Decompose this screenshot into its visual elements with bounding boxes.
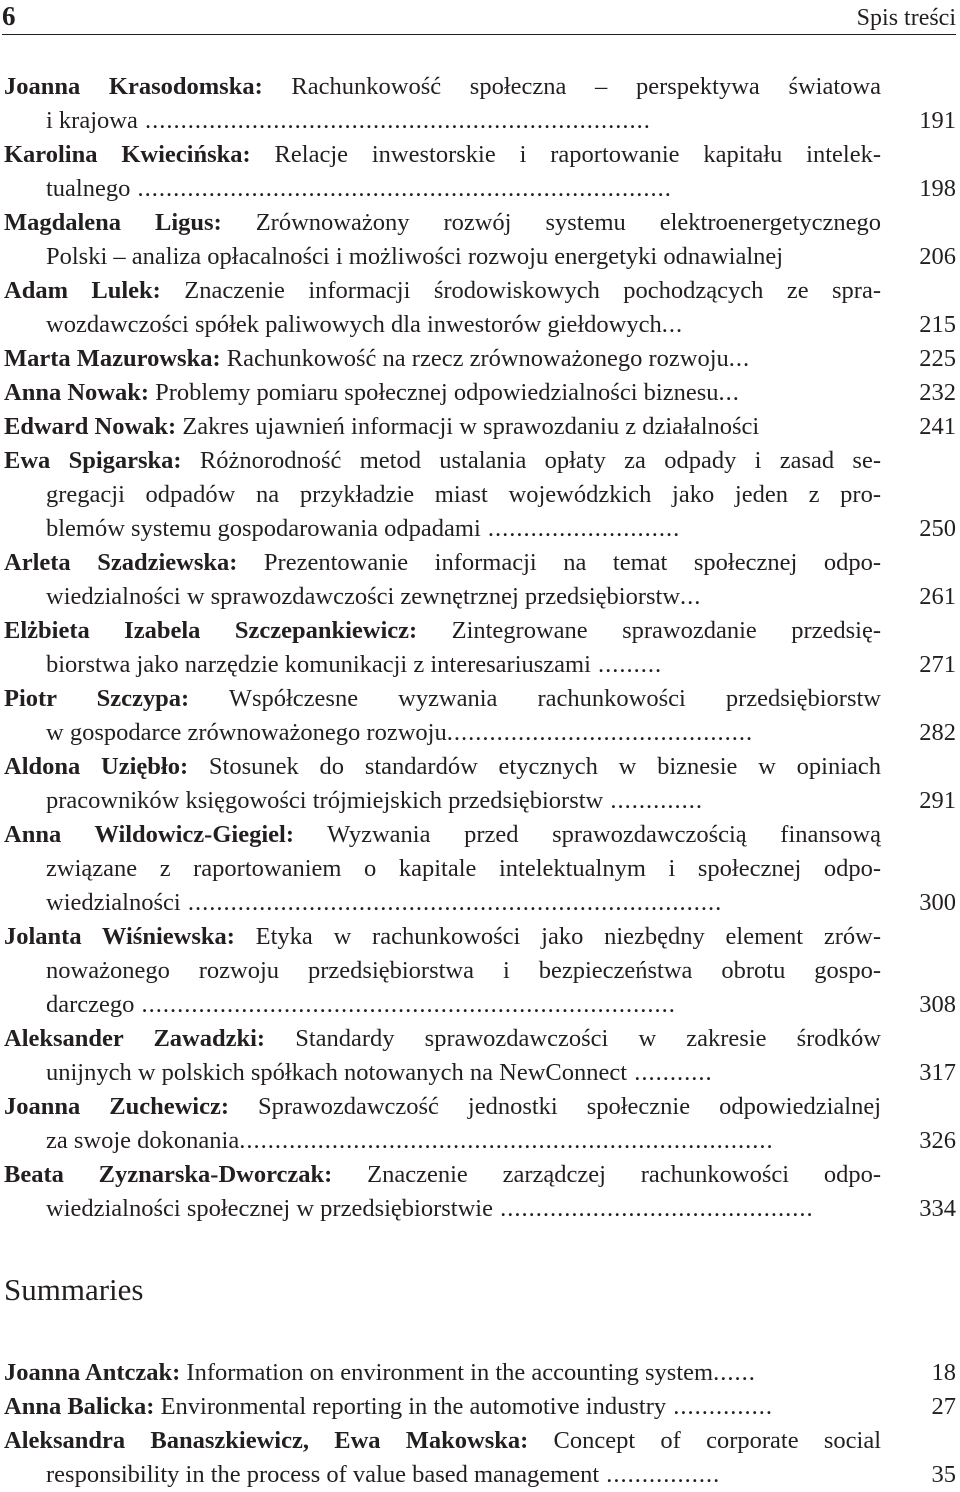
toc-entry-text bbox=[46, 1056, 881, 1090]
toc-entry-title: w gospodarce zrównoważonego rozwoju bbox=[46, 719, 447, 746]
toc-entry-line bbox=[4, 580, 956, 614]
toc-entry-line bbox=[4, 1390, 956, 1424]
toc-entry-line bbox=[4, 988, 956, 1022]
toc-entry-leader-dots: ........................................................................... bbox=[239, 1127, 774, 1154]
toc-entry-title: Concept of corporate social bbox=[528, 1427, 881, 1454]
table-of-contents bbox=[4, 70, 956, 1226]
toc-entry-line bbox=[4, 70, 956, 104]
toc-entry-line bbox=[4, 1056, 956, 1090]
toc-entry-leader-dots: ......... bbox=[590, 651, 663, 678]
toc-entry-title: Problemy pomiaru społecznej odpowiedzialności biznesu bbox=[149, 379, 719, 406]
toc-entry-leader-dots: ... bbox=[680, 583, 702, 610]
toc-entry-line bbox=[4, 1022, 956, 1056]
toc-entry-title: Różnorodność metod ustalania opłaty za odpady i zasad se- bbox=[181, 447, 881, 474]
toc-entry-leader-dots: ........................................................................... bbox=[180, 889, 723, 916]
toc-entry-text bbox=[46, 988, 881, 1022]
toc-entry-line bbox=[4, 376, 956, 410]
toc-entry-title: unijnych w polskich spółkach notowanych na NewConnect bbox=[46, 1059, 628, 1086]
toc-entry-page-number: 250 bbox=[919, 515, 956, 542]
toc-entry-author: Anna Nowak: bbox=[4, 379, 149, 406]
toc-entry-text bbox=[46, 1458, 881, 1492]
toc-entry-title: Współczesne wyzwania rachunkowości przedsiębiorstw bbox=[189, 685, 881, 712]
toc-entry bbox=[4, 546, 956, 614]
toc-entry-author: Piotr Szczypa: bbox=[4, 685, 190, 712]
toc-entry-page-number: 191 bbox=[919, 107, 956, 134]
toc-entry-page-number: 300 bbox=[919, 889, 956, 916]
page-number: 6 bbox=[2, 1, 16, 31]
toc-entry-text bbox=[4, 1390, 881, 1424]
toc-entry-title: Zintegrowane sprawozdanie przedsię- bbox=[417, 617, 881, 644]
toc-entry-title: Polski – analiza opłacalności i możliwości rozwoju energetyki odnawialnej bbox=[46, 243, 784, 270]
toc-entry-title: wozdawczości spółek paliwowych dla inwestorów giełdowych bbox=[46, 311, 662, 338]
toc-entry-line bbox=[4, 614, 956, 648]
toc-entry-leader-dots: ........................................................................... bbox=[130, 175, 672, 202]
toc-entry-text bbox=[4, 206, 881, 240]
toc-entry-leader-dots: ........... bbox=[627, 1059, 713, 1086]
toc-entry bbox=[4, 70, 956, 138]
toc-entry-line bbox=[4, 682, 956, 716]
toc-entry-line bbox=[4, 852, 956, 886]
toc-entry-line bbox=[4, 274, 956, 308]
toc-entry-title: wiedzialności bbox=[46, 889, 181, 916]
toc-entry-leader-dots: .............. bbox=[666, 1393, 773, 1420]
toc-entry-text bbox=[46, 308, 881, 342]
toc-entry-line bbox=[4, 1124, 956, 1158]
toc-entry-title: pracowników księgowości trójmiejskich przedsiębiorstw bbox=[46, 787, 604, 814]
toc-entry bbox=[4, 920, 956, 1022]
toc-entry-title: związane z raportowaniem o kapitale intelektualnym i społecznej odpo- bbox=[46, 855, 881, 882]
toc-entry-title: Information on environment in the accounting system bbox=[180, 1359, 714, 1386]
toc-entry-page-number: 271 bbox=[919, 651, 956, 678]
toc-entry-title: Stosunek do standardów etycznych w biznesie w opiniach bbox=[188, 753, 881, 780]
toc-entry bbox=[4, 1090, 956, 1158]
toc-entry-author: Magdalena Ligus: bbox=[4, 209, 222, 236]
toc-entry-page-number: 291 bbox=[919, 787, 956, 814]
toc-entry-page-number: 241 bbox=[919, 413, 956, 440]
toc-entry bbox=[4, 410, 956, 444]
toc-entry-page-number: 35 bbox=[931, 1461, 956, 1488]
toc-entry-author: Joanna Antczak: bbox=[4, 1359, 181, 1386]
toc-entry-text bbox=[46, 954, 881, 988]
toc-entry-title: Sprawozdawczość jednostki społecznie odpowiedzialnej bbox=[228, 1093, 881, 1120]
toc-entry-page-number: 215 bbox=[919, 311, 956, 338]
summaries-list bbox=[4, 1356, 956, 1492]
toc-entry-title: Wyzwania przed sprawozdawczością finansową bbox=[293, 821, 881, 848]
toc-entry-text bbox=[4, 376, 881, 410]
toc-entry-author: Ewa Spigarska: bbox=[4, 447, 182, 474]
toc-entry-title: Standardy sprawozdawczości w zakresie środków bbox=[265, 1025, 881, 1052]
toc-entry-title: biorstwa jako narzędzie komunikacji z interesariuszami bbox=[46, 651, 591, 678]
toc-entry-author: Joanna Krasodomska: bbox=[4, 73, 263, 100]
toc-entry-page-number: 334 bbox=[919, 1195, 956, 1222]
toc-entry-text bbox=[46, 648, 881, 682]
toc-entry-title: Prezentowanie informacji na temat społecznej odpo- bbox=[237, 549, 881, 576]
toc-entry-line bbox=[4, 206, 956, 240]
toc-entry-title: darczego bbox=[46, 991, 135, 1018]
toc-entry-leader-dots: ........................... bbox=[480, 515, 681, 542]
toc-entry-text bbox=[4, 1090, 881, 1124]
toc-entry-page-number: 18 bbox=[931, 1359, 956, 1386]
toc-entry bbox=[4, 1424, 956, 1492]
toc-entry-leader-dots: ................ bbox=[599, 1461, 721, 1488]
toc-entry-text bbox=[4, 342, 881, 376]
toc-entry-leader-dots: ... bbox=[661, 311, 684, 338]
toc-entry-line bbox=[4, 1424, 956, 1458]
toc-entry-line bbox=[4, 750, 956, 784]
toc-entry-text bbox=[46, 1124, 881, 1158]
toc-entry-text bbox=[4, 920, 881, 954]
toc-entry-text bbox=[4, 274, 881, 308]
toc-entry-leader-dots: ....................................................................... bbox=[137, 107, 651, 134]
toc-entry-title: noważonego rozwoju przedsiębiorstwa i bezpieczeństwa obrotu gospo- bbox=[46, 957, 881, 984]
toc-entry bbox=[4, 1356, 956, 1390]
toc-entry-text bbox=[4, 1424, 881, 1458]
toc-entry-title: wiedzialności społecznej w przedsiębiorstwie bbox=[46, 1195, 493, 1222]
toc-entry bbox=[4, 206, 956, 274]
toc-entry-text bbox=[46, 580, 881, 614]
toc-entry-line bbox=[4, 172, 956, 206]
toc-entry-title: Rachunkowość na rzecz zrównoważonego rozwoju bbox=[220, 345, 729, 372]
toc-entry bbox=[4, 1022, 956, 1090]
toc-entry-title: blemów systemu gospodarowania odpadami bbox=[46, 515, 481, 542]
toc-entry-text bbox=[46, 478, 881, 512]
toc-entry bbox=[4, 1158, 956, 1226]
toc-entry-line bbox=[4, 1458, 956, 1492]
toc-entry-text bbox=[4, 444, 881, 478]
toc-entry-title: Zrównoważony rozwój systemu elektroenergetycznego bbox=[221, 209, 881, 236]
toc-entry bbox=[4, 444, 956, 546]
toc-entry-line bbox=[4, 716, 956, 750]
toc-entry-title: i krajowa bbox=[46, 107, 138, 134]
toc-entry-line bbox=[4, 240, 956, 274]
toc-entry bbox=[4, 274, 956, 342]
toc-entry-page-number: 198 bbox=[919, 175, 956, 202]
toc-entry-leader-dots: ........................................................................... bbox=[134, 991, 676, 1018]
toc-entry bbox=[4, 138, 956, 206]
toc-entry-author: Arleta Szadziewska: bbox=[4, 549, 238, 576]
toc-entry bbox=[4, 614, 956, 682]
toc-entry-leader-dots: ...... bbox=[713, 1359, 756, 1386]
toc-entry-title: responsibility in the process of value based management bbox=[46, 1461, 600, 1488]
toc-entry-text bbox=[4, 682, 881, 716]
toc-entry-line bbox=[4, 920, 956, 954]
toc-entry-line bbox=[4, 478, 956, 512]
toc-entry-author: Joanna Zuchewicz: bbox=[4, 1093, 229, 1120]
toc-entry-leader-dots: ........................................... bbox=[446, 719, 754, 746]
summaries-heading: Summaries bbox=[4, 1272, 144, 1307]
toc-entry-author: Aleksandra Banaszkiewicz, Ewa Makowska: bbox=[4, 1427, 529, 1454]
toc-entry-line bbox=[4, 648, 956, 682]
toc-entry-author: Edward Nowak: bbox=[4, 413, 177, 440]
toc-entry-author: Adam Lulek: bbox=[4, 277, 161, 304]
toc-entry-title: tualnego bbox=[46, 175, 131, 202]
toc-entry-text bbox=[4, 546, 881, 580]
toc-entry-line bbox=[4, 1356, 956, 1390]
toc-entry-page-number: 27 bbox=[931, 1393, 956, 1420]
toc-entry bbox=[4, 818, 956, 920]
toc-entry-page-number: 206 bbox=[919, 243, 956, 270]
toc-entry-author: Jolanta Wiśniewska: bbox=[4, 923, 235, 950]
toc-entry-page-number: 308 bbox=[919, 991, 956, 1018]
toc-entry-title: Znaczenie informacji środowiskowych pochodzących ze spra- bbox=[160, 277, 881, 304]
toc-entry-title: Znaczenie zarządczej rachunkowości odpo- bbox=[332, 1161, 881, 1188]
toc-entry-text bbox=[46, 104, 881, 138]
toc-entry-title: Rachunkowość społeczna – perspektywa światowa bbox=[262, 73, 881, 100]
toc-entry-line bbox=[4, 138, 956, 172]
toc-entry-line bbox=[4, 1158, 956, 1192]
toc-entry bbox=[4, 376, 956, 410]
toc-entry-leader-dots: ... bbox=[728, 345, 751, 372]
toc-entry-text bbox=[46, 240, 881, 274]
toc-entry-line bbox=[4, 818, 956, 852]
toc-entry-text bbox=[4, 1022, 881, 1056]
toc-entry-author: Marta Mazurowska: bbox=[4, 345, 221, 372]
running-title: Spis treści bbox=[856, 5, 956, 31]
toc-entry-author: Karolina Kwiecińska: bbox=[4, 141, 251, 168]
toc-entry-page-number: 225 bbox=[919, 345, 956, 372]
toc-entry-line bbox=[4, 784, 956, 818]
toc-entry-text bbox=[4, 818, 881, 852]
toc-entry-author: Anna Balicka: bbox=[4, 1393, 155, 1420]
toc-entry-text bbox=[46, 716, 881, 750]
toc-entry-leader-dots: ............................................ bbox=[492, 1195, 814, 1222]
toc-entry-text bbox=[46, 784, 881, 818]
toc-entry-line bbox=[4, 104, 956, 138]
toc-entry-leader-dots: ............. bbox=[603, 787, 704, 814]
toc-entry-line bbox=[4, 954, 956, 988]
toc-entry-line bbox=[4, 1192, 956, 1226]
toc-entry-text bbox=[4, 614, 881, 648]
toc-entry-text bbox=[4, 1158, 881, 1192]
toc-entry-line bbox=[4, 308, 956, 342]
toc-entry-leader-dots: ... bbox=[718, 379, 740, 406]
toc-entry-title: wiedzialności w sprawozdawczości zewnętrznej przedsiębiorstw bbox=[46, 583, 681, 610]
toc-entry-author: Aleksander Zawadzki: bbox=[4, 1025, 266, 1052]
toc-entry-line bbox=[4, 410, 956, 444]
toc-entry-title: Relacje inwestorskie i raportowanie kapitału intelek- bbox=[250, 141, 881, 168]
toc-entry-text bbox=[46, 172, 881, 206]
toc-entry-text bbox=[4, 1356, 881, 1390]
running-header bbox=[2, 0, 956, 35]
toc-entry-title: Environmental reporting in the automotive industry bbox=[154, 1393, 667, 1420]
toc-entry-line bbox=[4, 342, 956, 376]
toc-entry-author: Elżbieta Izabela Szczepankiewicz: bbox=[4, 617, 418, 644]
toc-entry-page-number: 317 bbox=[919, 1059, 956, 1086]
toc-entry-line bbox=[4, 512, 956, 546]
toc-entry-title: Etyka w rachunkowości jako niezbędny element zrów- bbox=[234, 923, 881, 950]
toc-entry-author: Beata Zyznarska-Dworczak: bbox=[4, 1161, 333, 1188]
toc-entry-line bbox=[4, 444, 956, 478]
toc-entry-page-number: 232 bbox=[919, 379, 956, 406]
toc-entry-text bbox=[46, 512, 881, 546]
toc-entry bbox=[4, 1390, 956, 1424]
toc-entry bbox=[4, 750, 956, 818]
toc-entry-line bbox=[4, 546, 956, 580]
toc-entry-text bbox=[46, 852, 881, 886]
toc-entry-text bbox=[4, 138, 881, 172]
toc-entry-page-number: 261 bbox=[919, 583, 956, 610]
toc-entry-title: za swoje dokonania bbox=[46, 1127, 240, 1154]
toc-entry-text bbox=[4, 70, 881, 104]
toc-entry-line bbox=[4, 886, 956, 920]
toc-entry-author: Anna Wildowicz-Giegiel: bbox=[4, 821, 294, 848]
toc-entry-author: Aldona Uziębło: bbox=[4, 753, 189, 780]
toc-entry-text bbox=[46, 886, 881, 920]
toc-entry bbox=[4, 342, 956, 376]
toc-entry-page-number: 326 bbox=[919, 1127, 956, 1154]
toc-entry-line bbox=[4, 1090, 956, 1124]
toc-entry-title: Zakres ujawnień informacji w sprawozdaniu z działalności bbox=[176, 413, 760, 440]
toc-entry bbox=[4, 682, 956, 750]
toc-entry-text bbox=[46, 1192, 881, 1226]
toc-entry-page-number: 282 bbox=[919, 719, 956, 746]
toc-entry-text bbox=[4, 750, 881, 784]
toc-entry-text bbox=[4, 410, 881, 444]
toc-entry-title: gregacji odpadów na przykładzie miast wojewódzkich jako jeden z pro- bbox=[46, 481, 881, 508]
